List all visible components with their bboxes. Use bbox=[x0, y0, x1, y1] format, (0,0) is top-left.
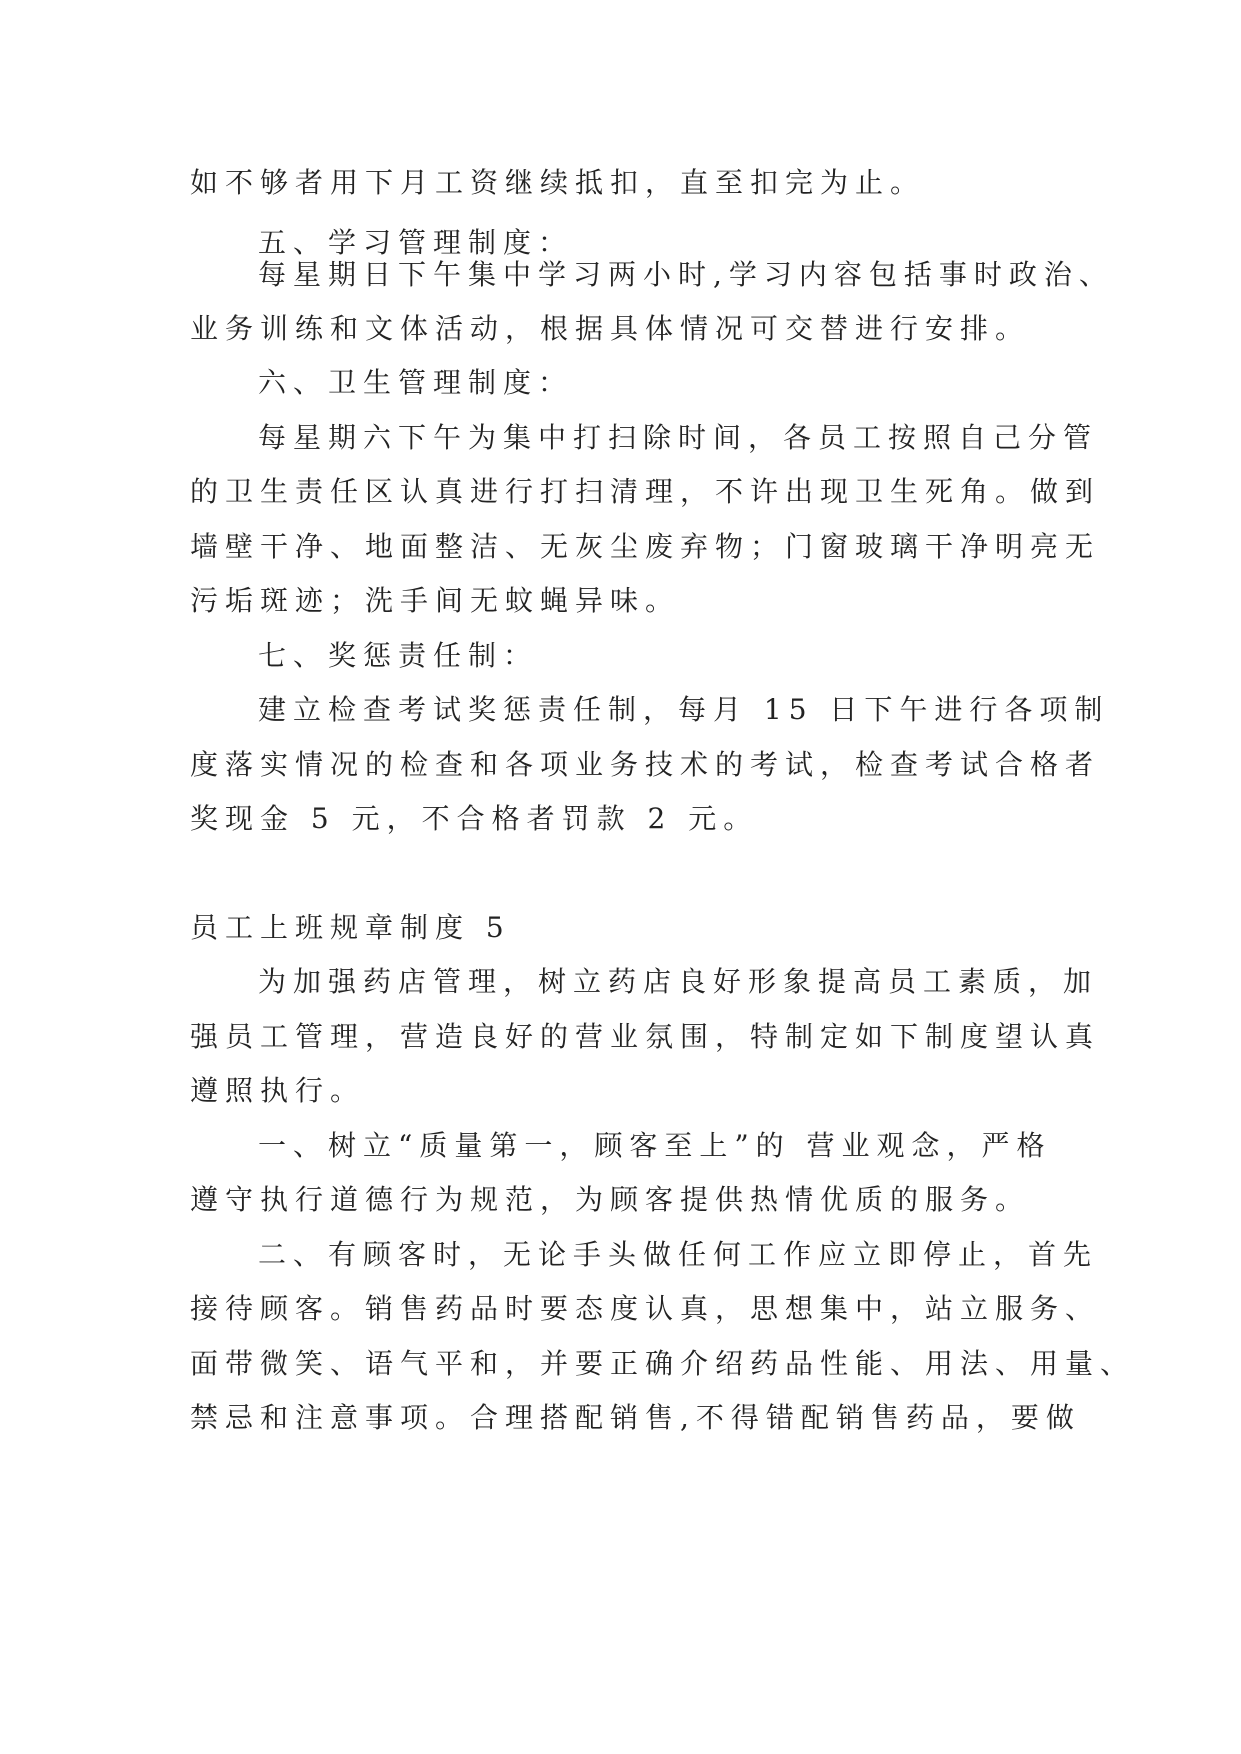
body-text-line: 遵照执行。 bbox=[190, 1074, 366, 1107]
body-text-line: 墙壁干净、地面整洁、无灰尘废弃物；门窗玻璃干净明亮无 bbox=[190, 530, 1101, 563]
body-text-line: 强员工管理，营造良好的营业氛围，特制定如下制度望认真 bbox=[190, 1020, 1101, 1053]
section-heading-hygiene-management: 六、卫生管理制度： bbox=[258, 366, 574, 399]
body-text-line: 禁忌和注意事项。合理搭配销售,不得错配销售药品，要做 bbox=[190, 1401, 1081, 1434]
body-text-line: 为加强药店管理，树立药店良好形象提高员工素质，加 bbox=[258, 965, 1099, 998]
body-text-line: 如不够者用下月工资继续抵扣，直至扣完为止。 bbox=[190, 166, 926, 199]
section-heading-reward-punishment: 七、奖惩责任制： bbox=[258, 639, 539, 672]
body-text-line: 每星期日下午集中学习两小时,学习内容包括事时政治、 bbox=[258, 258, 1114, 291]
body-text-line: 接待顾客。销售药品时要态度认真，思想集中，站立服务、 bbox=[190, 1292, 1101, 1325]
body-text-line: 业务训练和文体活动，根据具体情况可交替进行安排。 bbox=[190, 312, 1031, 345]
body-text-line: 每星期六下午为集中打扫除时间，各员工按照自己分管 bbox=[258, 421, 1099, 454]
body-text-line: 的卫生责任区认真进行打扫清理，不许出现卫生死角。做到 bbox=[190, 475, 1101, 508]
body-text-line: 污垢斑迹；洗手间无蚊蝇异味。 bbox=[190, 584, 681, 617]
document-title: 员工上班规章制度 5 bbox=[190, 911, 511, 944]
body-text-line: 一、树立“质量第一，顾客至上”的 营业观念，严格 bbox=[258, 1129, 1052, 1162]
body-text-line: 面带微笑、语气平和，并要正确介绍药品性能、用法、用量、 bbox=[190, 1347, 1136, 1380]
section-heading-study-management: 五、学习管理制度： bbox=[258, 226, 574, 259]
body-text-line: 二、有顾客时，无论手头做任何工作应立即停止，首先 bbox=[258, 1238, 1099, 1271]
body-text-line: 建立检查考试奖惩责任制，每月 15 日下午进行各项制 bbox=[258, 693, 1110, 726]
body-text-line: 奖现金 5 元，不合格者罚款 2 元。 bbox=[190, 802, 759, 835]
body-text-line: 度落实情况的检查和各项业务技术的考试，检查考试合格者 bbox=[190, 748, 1101, 781]
body-text-line: 遵守执行道德行为规范，为顾客提供热情优质的服务。 bbox=[190, 1183, 1031, 1216]
